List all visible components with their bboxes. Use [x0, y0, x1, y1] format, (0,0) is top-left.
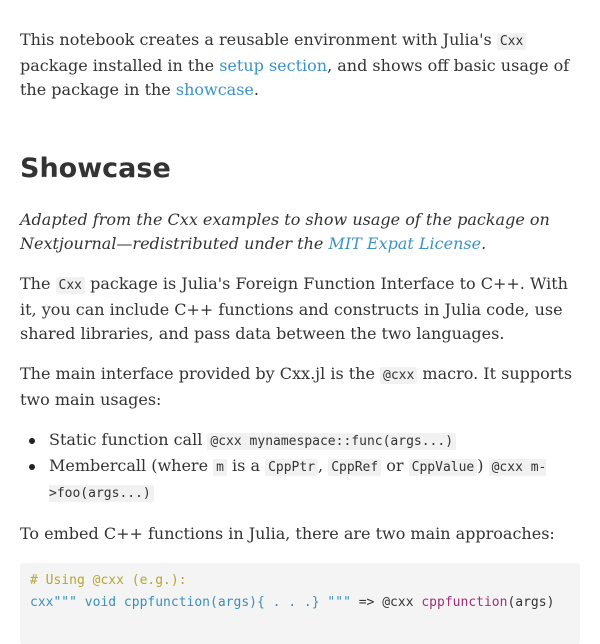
cxx-paragraph [20, 272, 580, 346]
inline-code: Cxx [56, 277, 85, 294]
code-comment: # Using @cxx (e.g.): [30, 573, 187, 588]
showcase-link[interactable]: showcase [175, 80, 254, 99]
list-item-text: , [318, 456, 329, 475]
list-item [49, 454, 580, 506]
list-item-text: is a [226, 456, 266, 475]
code-string: cxx""" void cppfunction(args){ . . .} """ [30, 595, 351, 610]
intro-text: package installed in the [20, 56, 220, 75]
inline-code: @cxx mynamespace::func(args...) [207, 433, 456, 450]
inline-code: @cxx [380, 367, 417, 384]
inline-code: @cxx m->foo(args...) [49, 460, 547, 501]
code-function-name: cppfunction [421, 595, 508, 610]
list-item-text: or [381, 456, 409, 475]
inline-code: CppPtr [265, 459, 318, 476]
intro-text: This notebook creates a reusable environment with Julia's [20, 30, 497, 49]
list-item-text: Static function call [49, 430, 208, 449]
mit-license-link[interactable]: MIT Expat License [328, 234, 482, 253]
showcase-heading: Showcase [20, 153, 171, 184]
embed-paragraph: To embed C++ functions in Julia, there are two main approaches: [20, 524, 555, 543]
list-item-text: ) [477, 456, 489, 475]
intro-text: , and shows off basic usage of the package in the [20, 56, 570, 99]
inline-code: CppValue [409, 459, 478, 476]
code-args: (args) [507, 595, 555, 610]
main-interface-paragraph [20, 362, 580, 412]
list-item [49, 428, 580, 454]
setup-section-link[interactable]: setup section [219, 56, 328, 75]
intro-paragraph [20, 28, 580, 102]
main-text: The main interface provided by Cxx.jl is the [20, 364, 381, 383]
usage-list [20, 428, 580, 506]
cxx-text: package is Julia's Foreign Function Interface to C++. With it, you can include C++ functions and constructs in Julia code, use shared libraries, and pass data between the two languages. [20, 274, 568, 343]
code-arrow: => @cxx [350, 595, 422, 610]
inline-code: m [213, 459, 227, 476]
code-block[interactable] [20, 563, 580, 644]
cxx-text: The [20, 274, 56, 293]
main-text: macro. It supports two main usages: [20, 364, 573, 409]
inline-code: Cxx [497, 33, 526, 50]
inline-code: CppRef [328, 459, 381, 476]
intro-text: . [253, 80, 259, 99]
attribution-text: . [481, 234, 487, 253]
list-item-text: Membercall (where [49, 456, 214, 475]
notebook-content [20, 0, 580, 644]
attribution-text: Adapted from the Cxx examples to show usage of the package on Nextjournal—redistributed under the [20, 210, 550, 253]
attribution-paragraph [20, 208, 580, 256]
